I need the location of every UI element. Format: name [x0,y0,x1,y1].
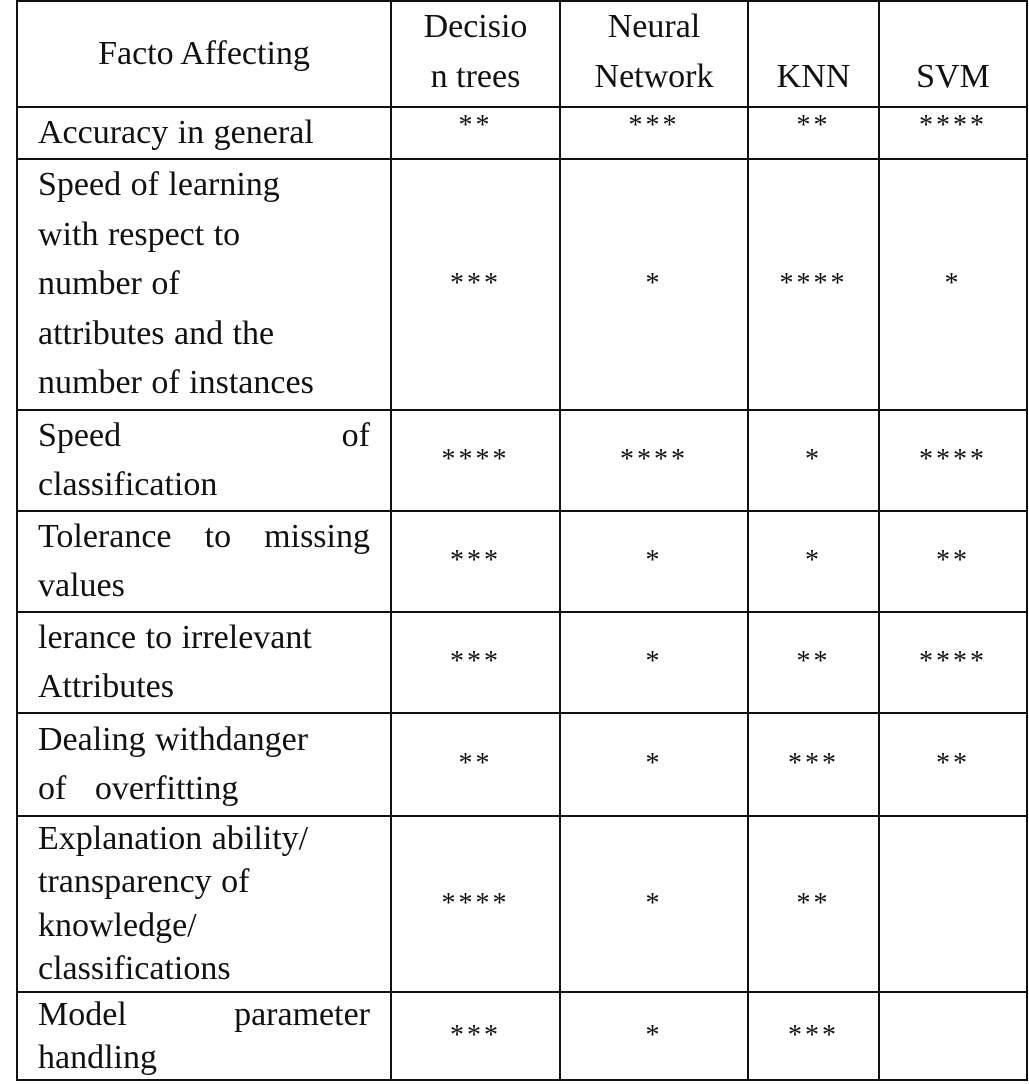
factor-word: missing [264,517,370,555]
table-row [17,713,1027,816]
factor-cell [17,511,391,612]
factor-line: classification [38,466,218,503]
rating-svm: **** [879,612,1027,713]
header-decision-trees [391,1,560,107]
factor-line: classifications [38,950,231,987]
factor-line [38,993,370,1036]
factor-line: handling [38,1038,157,1076]
header-line: KNN [776,58,851,95]
table-row [17,992,1027,1080]
header-factor [17,1,391,107]
rating-decision-trees: *** [391,159,560,410]
factor-line: number of instances [38,364,314,402]
header-line: n trees [430,58,521,95]
rating-svm: ** [879,713,1027,816]
header-line: Neural [607,8,701,45]
header-row [17,1,1027,107]
factor-word: of [341,416,370,454]
factor-cell [17,107,391,159]
rating-svm: ** [879,511,1027,612]
factor-word: Model [38,995,127,1033]
table-row [17,612,1027,713]
header-svm [879,1,1027,107]
factor-line-split [38,411,370,461]
rating-svm: **** [879,410,1027,511]
rating-svm [879,992,1027,1080]
table-row [17,410,1027,511]
rating-knn: ** [748,107,879,159]
rating-knn: *** [748,992,879,1080]
header-factor-label: Facto Affecting [98,35,310,72]
rating-decision-trees: ** [391,107,560,159]
factor-line: attributes and the [38,314,275,352]
header-knn [748,1,879,107]
rating-decision-trees: ** [391,713,560,816]
factor-line: knowledge/ [38,906,197,944]
rating-svm [879,816,1027,992]
factor-word: parameter [234,995,370,1033]
factor-word: Tolerance [38,517,172,555]
factor-line: Explanation ability/ [38,819,309,857]
factor-word: Speed [38,416,122,454]
rating-neural-network: * [560,816,748,992]
factor-cell [17,992,391,1080]
rating-neural-network: **** [560,410,748,511]
factor-line [38,512,370,562]
table-row [17,816,1027,992]
rating-knn: ** [748,612,879,713]
rating-knn: ** [748,816,879,992]
rating-decision-trees: **** [391,410,560,511]
rating-neural-network: * [560,713,748,816]
rating-neural-network: *** [560,107,748,159]
rating-neural-network: * [560,511,748,612]
factor-cell [17,713,391,816]
rating-decision-trees: *** [391,992,560,1080]
rating-knn: *** [748,713,879,816]
rating-neural-network: * [560,992,748,1080]
rating-knn: * [748,511,879,612]
header-line: Decisio [423,8,528,45]
table-row [17,159,1027,410]
factor-cell [17,410,391,511]
factor-line: Dealing withdanger [38,720,309,758]
factor-cell [17,816,391,992]
factor-line: Attributes [38,668,174,705]
table-row [17,511,1027,612]
factor-line: number of [38,265,180,303]
rating-decision-trees: *** [391,612,560,713]
classifier-comparison-table [16,0,1028,1081]
factor-line: with respect to [38,215,241,253]
factor-cell [17,159,391,410]
factor-line: values [38,567,125,604]
header-line: Network [594,58,714,95]
rating-decision-trees: **** [391,816,560,992]
factor-line: transparency of [38,863,250,900]
factor-word: to [204,517,232,555]
rating-neural-network: * [560,159,748,410]
table-row [17,107,1027,159]
factor-cell [17,612,391,713]
header-neural-network [560,1,748,107]
rating-neural-network: * [560,612,748,713]
rating-svm: **** [879,107,1027,159]
rating-knn: **** [748,159,879,410]
rating-svm: * [879,159,1027,410]
factor-line: Speed of learning [38,166,280,204]
factor-line: of overfitting [38,770,239,807]
rating-knn: * [748,410,879,511]
header-line: SVM [916,58,990,95]
factor-line: Accuracy in general [38,114,314,151]
factor-line: lerance to irrelevant [38,618,312,656]
rating-decision-trees: *** [391,511,560,612]
